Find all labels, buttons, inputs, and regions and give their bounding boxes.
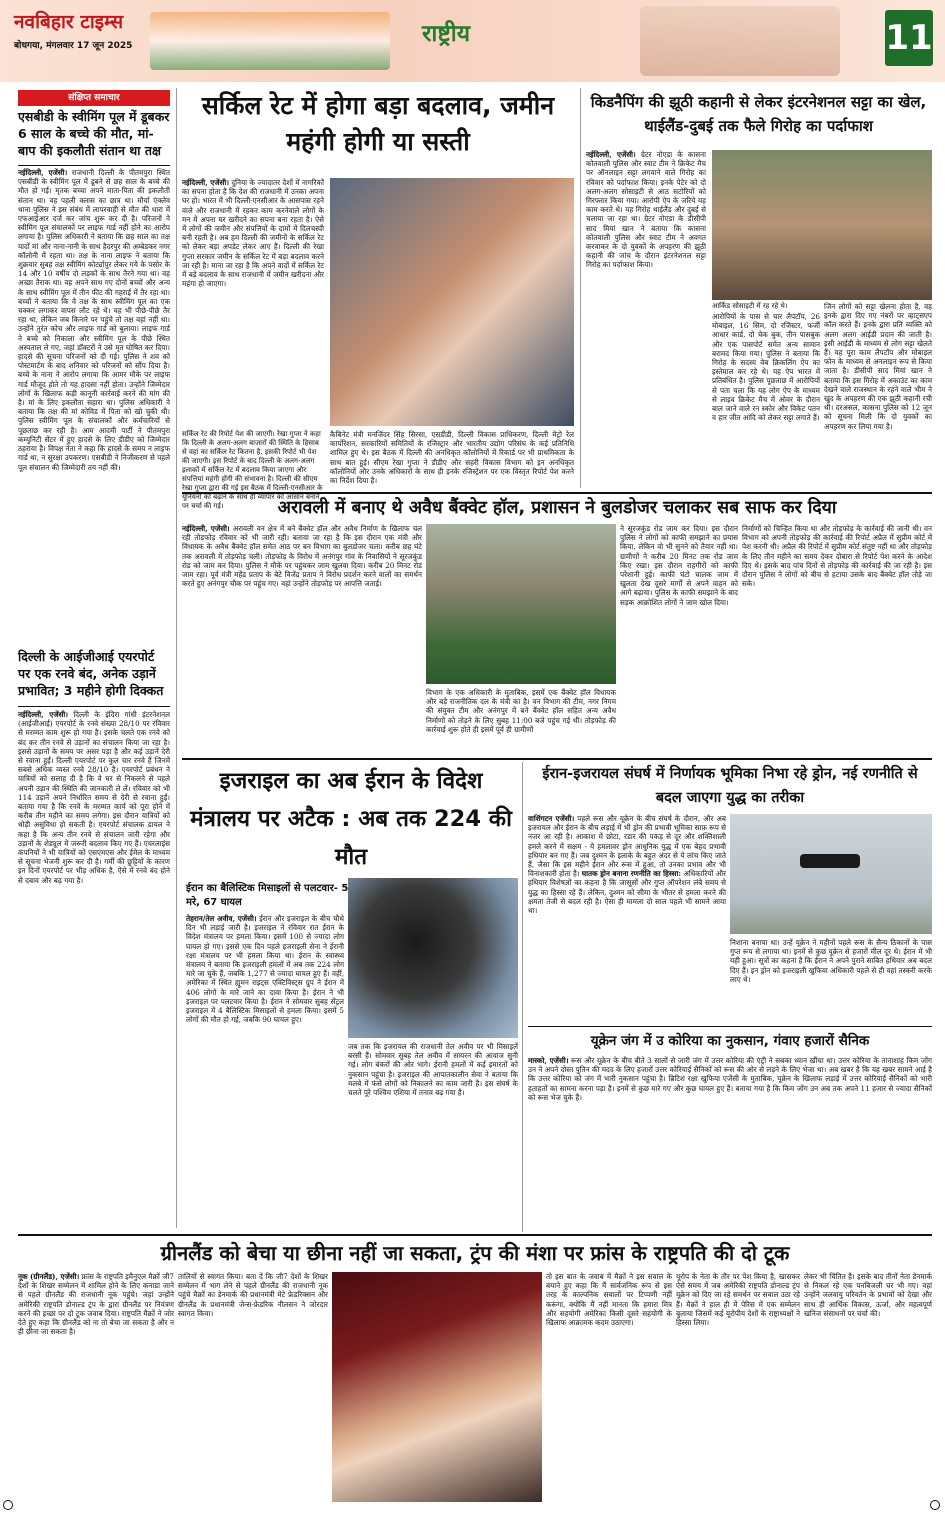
drone-photo (730, 814, 932, 934)
brief-headline: एसबीडी के स्वीमिंग पूल में डूबकर 6 साल के बच्चे की मौत, मां-बाप की इकलौती संतान था तक्ष (18, 109, 170, 158)
column-divider (580, 88, 581, 488)
drone-body-2: अधिकारियों और हथियार विशेषज्ञों का कहना है कि जासूसों और गुप्त ऑपरेशन लंबे समय से युद्ध का हिस्सा रहे हैं। लेकिन, दुश्मन को सीमा के भीतर से हमला करने की क्षमता तेजी से बदल रही है। ऐसा ही मामला दो साल पहले भी सामने आया था। (528, 869, 726, 916)
israel-subhead: ईरान का बैलिस्टिक मिसाइलों से पलटवार- 5 मरे, 67 घायल (186, 883, 349, 908)
page-number: 11 (885, 10, 933, 66)
drone-body: पहले रूस और यूक्रेन के बीच संघर्ष के दौरान, और अब इजरायल और ईरान के बीच लड़ाई में भी ड्रोन की प्रभावी भूमिका साफ़ रूप से नजर आ रही है। आकाश में छोटा, रडार की पकड़ से दूर और शक्तिशाली हमले करने में सक्षम - ये हमलावर ड्रोन आधुनिक युद्ध में एक बेहद प्रभावी हथियार बन गए हैं। जब दुश्मन के इलाके के बहुत अंदर से ये लांच किए जाते हैं, जैसा कि इस महीने ईरान और रूस में हुआ, तो उनका प्रभाव और भी विनाशकारी होता है। (528, 814, 726, 879)
aravalli-headline: अरावली में बनाए थे अवैध बैंक्वेट हॉल, प्रशासन ने बुलडोजर चलाकर सब साफ कर दिया (277, 498, 837, 518)
drone-article (528, 814, 726, 1024)
israel-article (186, 914, 344, 1232)
greenland-body: फ्रांस के राष्ट्रपति इमैनुएल मैक्रों जी7 देशों के शिखर सम्मेलन में शामिल होने के लिए कनाडा जाने से पहले ग्रीनलैंड की राजधानी नूक पहुंचे। जहां उन्होंने अमेरिकी राष्ट्रपति डोनाल्ड ट्रंप के द्वारा ग्रीनलैंड पर नियंत्रण करने की इच्छा पर दो टूक जवाब दिया। राष्ट्रपति मैक्रों ने जोर देते हुए कहा कि ग्रीनलैंड को ना तो बेचा जा सकता है और न ही छीना जा सकता है। (18, 1272, 174, 1337)
masthead (0, 0, 945, 82)
divider (18, 706, 170, 707)
registration-mark-icon (3, 1500, 13, 1510)
circle-rate-dateline: नईदिल्ली, एजेंसी। (182, 178, 229, 187)
issue-date: बोधगया, मंगलवार 17 जून 2025 (14, 41, 133, 51)
drone-dateline: वाशिंगटन एजेंसी। (528, 814, 575, 823)
israel-photo (348, 878, 518, 1038)
brief-dateline-2: नईदिल्ली, एजेंसी। (18, 710, 68, 719)
brief-article-2 (18, 710, 170, 1226)
greenland-photo (332, 1272, 542, 1502)
kidnap-caption: आर्किड सोसाइटी में रह रहे थे। (712, 302, 788, 310)
brief-article (18, 168, 170, 648)
circle-rate-caption: सर्किल रेट की रिपोर्ट पेश की जाएगी। रेखा गुप्ता ने कहा कि दिल्ली के अलग-अलग बाजारों की स्थिति के हिसाब से वहां का सर्किल रेट कितना है, इसकी रिपोर्ट भी पेश की जाएगी। इस रिपोर्ट के बाद दिल्ली के अलग-अलग इलाकों में सर्किल रेट में बदलाव किया जाएगा और संपत्तियां महंगी होंगी की संभावना है। दिल्ली की सीएम रेखा गुप्ता द्वारा की गई इस बैठक में दिल्ली-एनसीआर के यूनियनों को बढ़ाने के साथ ही व्यापार को आसान बनाने पर चर्चा की गई। (182, 430, 323, 510)
drone-subhead: घातक ड्रोन बनाना रणनीति का हिस्सा: (581, 869, 682, 879)
newspaper-brand: नवबिहार टाइम्स (14, 11, 124, 33)
brief-headline-2: दिल्ली के आईजीआई एयरपोर्ट पर एक रनवे बंद, अनेक उड़ानें प्रभावित; 3 महीने होगी दिक्कत (18, 649, 164, 698)
greenland-body-last: लेकर भी चिंतित है। इसके बाद तीनों नेता डेनमार्क से निकल रहे एक पनबिजली घर भी गए। वहां उन्होंने जलवायु परिवर्तन के प्रभावों को देखा और साथ ही आर्थिक विकास, ऊर्जा, और महत्वपूर्ण खनिज संसाधनों पर चर्चा की। (804, 1272, 932, 1318)
drone-body-right: निशाना बनाया था। उन्हें यूक्रेन ने महीनों पहले रूस के सैन्य ठिकानों के पास गुप्त रूप से लगाया था। इनमें से कुछ यूक्रेन से हजारों मील दूर थे। ईरान में भी यही हुआ। सूत्रों का कहना है कि ईरान ने अपने पुराने साबित हथियार अब बदल दिए हैं। इन ड्रोन को इजराइली खुफिया अधिकारी पहले से ही वहां तस्करी करके लाए थे। (730, 938, 932, 984)
greenland-dateline: नूक (ग्रीनलैंड), एजेंसी। (18, 1272, 80, 1281)
kidnap-body: ग्रेटर नोएडा के कासना कोतवाली पुलिस और स्वाट टीम ने क्रिकेट मैच पर ऑनलाइन सट्टा लगवाने वाले गिरोह का रविवार को पर्दाफाश किया। इनके पेटेर को दो अलग-अलग सोसाइटी से आठ सटोरियों को गिरफ्तार किया गया। आरोपी ऐप के जरिये यह काम करते थे। यह गिरोह थाईलैंड और दुबई से चलाया जा रहा था। ग्रेटर नोएडा के डीसीपी साद मियां खान ने बताया कि कासना कोतवाली पुलिस और स्वाट टीम ने अवगत करवाकर के दो युवकों के अपहरण की झूठी कहानी की जांच के दौरान इंटरनेशनल सट्टा गिरोह का पर्दाफाश किया। (586, 150, 706, 270)
circle-rate-headline: सर्किल रेट में होगा बड़ा बदलाव, जमीन महंगी होगी या सस्ती (201, 91, 555, 156)
aravalli-dateline: नईदिल्ली, एजेंसी। (182, 524, 230, 533)
greenland-body-mid: तालियों से स्वागत किया। बता दें कि जी7 देशों के शिखर सम्मेलन में भाग लेने से पहले ग्रीनलैंड की राजधानी नूक पहुंचे मैक्रों का डेनमार्क की प्रधानमंत्री मेटे फ्रेडरिक्सन और ग्रीनलैंड के प्रधानमंत्री जेन्स-फ्रेडरिक नीलसन ने जोरदार स्वागत किया। (178, 1272, 328, 1318)
aravalli-body-far: निर्माणों को चिन्हित किया था और तोड़फोड़ के कार्रवाई की जानी थी। वन विभाग को अपनी तोड़फोड़ की कार्रवाई की रिपोर्ट अप्रैल में सुप्रीम कोर्ट में पेश करनी थी। अप्रैल की रिपोर्ट में सुप्रीम कोर्ट संतुष्ट नहीं था और तोड़फोड़ के लिए तीन महीने का समय देकर दोबारा से रिपोर्ट पेश करने के आदेश दिए थे। इसके बाद पांच दिनों से तोड़फोड़ की कार्रवाई की जा रही है। इस दौरान पुलिस ने लोगों को बीच से हटाया उसके बाद बैंक्वेट हॉल तोड़े जा सके। (742, 524, 932, 589)
circle-rate-article (182, 178, 324, 426)
greenland-article (18, 1272, 174, 1502)
drone-icon (800, 854, 860, 868)
kidnap-body-right: जिन लोगों को सट्टा खेलना होता है, वह इनके द्वारा दिए गए नंबरों पर व्हाट्सएप कॉल करते हैं। इनके द्वारा प्रति व्यक्ति को अलग अलग आईडी प्रदान की जाती है। इसी आईडी के माध्यम से लोग सट्टा खेलते हैं। यह पूरा काम लैपटॉप और मोबाइल फोन के माध्यम से अनलाइन रूप से किया जाता है। डीसीपी साद मियां खान ने बताया कि इस गिरोह में अकाउंट का काम देखने वाले राजस्थान के रहने वाले भीम ने खुद के अपहरण की एक झूठी कहानी रची थी। दरअसल, कासना पुलिस को 12 जून को सूचना मिली कि दो युवकों का अपहरण कर लिया गया है। (824, 302, 932, 431)
monument-illustration (640, 6, 840, 76)
korea-body: रूस और यूक्रेन के बीच बीते 3 सालों से जारी जंग में उत्तर कोरिया की एंट्री ने सबका ध्यान खींचा था। उत्तर कोरिया के तानाशाह किम जोंग उन ने अपने दोस्त पुतिन की मदद के लिए हजारों उत्तर कोरियाई सैनिकों को रूस की ओर से लड़ने के लिए भेजा था। अब खबर है कि यह खबर सामने आई है कि उत्तर कोरिया को जंग में भारी नुकसान पहुंचा है। ब्रिटिश रक्षा खुफिया एजेंसी के मुताबिक, यूक्रेन के खिलाफ लड़ाई में उत्तर कोरियाई सैनिकों को भारी हताहतों का सामना करना पड़ा है। इनमें से कुछ मारे गए और कुछ घायल हुए हैं। बताया गया है कि किम जोंग उन अब तक अपने 11 हजार से ज्यादा सैनिकों को रूस भेज चुके हैं। (528, 1056, 932, 1102)
circle-rate-body: दुनिया के ज्यादातर देशों में नागरिकों का सपना होता है कि देश की राजधानी में उनका अपना घर हो। भारत में भी दिल्ली-एनसीआर के आसपास रहने वाले और राजधानी में रहकर काम करनेवाले लोगों के मन में अपना घर खरीदने का सपना बना रहता है। ऐसे में लोगों की जमीन और संपत्तियों के दामों में दिलचस्पी बनी रहती है। अब हम दिल्ली की जमीनों के सर्किल रेट को लेकर बड़ा अपडेट लेकर आए हैं। दिल्ली की रेखा गुप्ता सरकार जमीन के सर्किल रेट में बड़ा बदलाव करने जा रही है। माना जा रहा है कि अपने वादों में सर्किल रेट में बड़े बदलाव के साथ राजधानी में जमीन खरीदना और महंगा हो जाएगा। (182, 178, 324, 289)
section-title: राष्ट्रीय (422, 21, 471, 47)
korea-dateline: मास्को, एजेंसी। (528, 1056, 569, 1065)
column-divider (522, 762, 523, 1232)
israel-body-right: जब तक कि इजरायल की राजधानी तेल अवीव पर भी मिसाइलें बरसी हैं। सोमवार सुबह तेल अवीव में सायरन की आवाज सुनी गई। लोग बंकरों की ओर भागे। ईरानी हमलों में कई इमारतों को नुकसान पहुंचा है। इजराइल की आपातकालीन सेवा ने बताया कि मलबे में फंसे लोगों को निकालने का काम जारी है। इस संघर्ष के चलते पूरे पश्चिम एशिया में तनाव बढ़ गया है। (348, 1042, 518, 1098)
kidnap-body-mid: आरोपियों के पास से चार लैपटॉप, 26 मोबाइल, 16 सिम, दो रजिस्टर, फर्जी आधार कार्ड, दो चेक बुक, तीन पासबुक और एक पासपोर्ट समेत अन्य सामान बरामद किया गया। पुलिस ने बताया कि गिरोह के सदस्य वेब क्रिकलिंग ऐप का इस्तेमाल कर रहे थे। यह ऐप भारत में प्रतिबंधित है। पुलिस पूछताछ में आरोपियों से पता चला कि यह लोग ऐप के माध्यम से लाइव क्रिकेट मैच में ओवर के दौरान बाल जाने वाले रन स्कोर और विकेट पतन व हार जीत आदि को लेकर सट्टा लगाते हैं। (712, 312, 820, 423)
divider (18, 165, 170, 166)
kidnap-dateline: नईदिल्ली, एजेंसी। (586, 150, 636, 159)
aravalli-body-mid: विभाग के एक अधिकारी के मुताबिक, इसमें एक बैंक्वेट हॉल विधायक और बड़े राजनीतिक दल के मंत्री का है। वन विभाग की टीम, नगर निगम की संयुक्त टीम और अनंगपुर में बने बैंक्वेट हॉल सहित अन्य अवैध निर्माणों को तोड़ने के लिए सुबह 11:00 बजे पहुंच गई थी। तोड़फोड़ की कार्रवाई शुरू होते ही इसमें पूर्व ही ग्रामीणों (426, 688, 616, 734)
israel-body: ईरान और इजराइल के बीच चौथे दिन भी लड़ाई जारी है। इजराइल ने रविवार रात ईरान के विदेश मंत्रालय पर हमला किया। इसमें 100 से ज्यादा लोग घायल हो गए। इससे एक दिन पहले इजराइली सेना ने ईरानी रक्षा मंत्रालय पर भी हमला किया था। ईरान के स्वास्थ्य मंत्रालय ने बताया कि इजराइली हमलों में अब तक 224 लोग मारे जा चुके हैं, जबकि 1,277 से ज्यादा घायल हुए हैं। वहीं, अमेरिका में स्थित ह्यूमन राइट्स एक्टिविस्ट्स ग्रुप ने ईरान में 406 लोगों के मारे जाने का दावा किया है। ईरान ने भी इजराइल पर पलटवार किया है। ईरान ने सोमवार सुबह सेंट्रल इजराइल में 4 बैलिस्टिक मिसाइलों से हमला किया। इसमें 5 लोगों की मौत हो गई, जबकि 90 घायल हुए। (186, 914, 344, 1025)
brief-body-2: दिल्ली के इंदिरा गांधी इंटरनेशनल (आईजीआई) एयरपोर्ट के रनवे संख्या 28/10 पर रविवार से मरम्मत काम शुरू हो गया है। इसके चलते एक रनवे को बंद कर तीन रनवे से उड़ानों का संचालन किया जा रहा है। इससे उड़ानों के समय पर असर पड़ा है और कई उड़ानें देरी से रवाना हुईं। दिल्ली एयरपोर्ट पर कुल चार रनवे हैं जिनमें सबसे अधिक व्यस्त रनवे 28/10 है। एयरपोर्ट प्रबंधन ने यात्रियों को सलाह दी है कि वे घर से निकलने से पहले अपनी उड़ान की स्थिति की जानकारी ले लें। रविवार को भी 114 उड़ानें अपने निर्धारित समय से देरी से रवाना हुईं। बताया गया है कि रनवे के मरम्मत कार्य को पूरा होने में करीब तीन महीने का समय लगेगा। इस दौरान यात्रियों को थोड़ी असुविधा हो सकती है। एयरपोर्ट संचालक डायल ने कहा है कि अन्य तीन रनवे से संचालन जारी रहेगा और उड़ानों के शेड्यूल में जरूरी बदलाव किए गए हैं। एयरलाइंस कंपनियों ने भी यात्रियों को एसएमएस और ईमेल के माध्यम से सूचना भेजनी शुरू कर दी है। गर्मी की छुट्टियों के कारण इन दिनों एयरपोर्ट पर भीड़ अधिक है, ऐसे में रनवे बंद होने से दबाव और बढ़ गया है। (18, 710, 170, 885)
divider (182, 492, 932, 494)
kidnap-headline: किडनैपिंग की झूठी कहानी से लेकर इंटरनेशनल सट्टा का खेल, थाईलैंड-दुबई तक फैले गिरोह का पर्दाफाश (590, 93, 927, 135)
greenland-body-right: तो इस बात के जवाब में मैक्रों ने इस सवाल के बयाने हुए कहा कि मैं सार्वजनिक रूप से इस तरह के काल्पनिक सवालों पर टिप्पणी नहीं करूंगा, क्योंकि मैं नहीं मानता कि हमारा मित्र और सहयोगी अमेरिका किसी दूसरे सहयोगी के खिलाफ आक्रामक कदम उठाएगा। (546, 1272, 672, 1328)
drone-headline: ईरान-इजरायल संघर्ष में निर्णायक भूमिका निभा रहे ड्रोन, नई रणनीति से बदल जाएगा युद्ध का तरीका (542, 766, 918, 806)
circle-rate-body-right: कैबिनेट मंत्री मनजिंदर सिंह सिरसा, एसडीडी, दिल्ली विकास प्राधिकरण, दिल्ली मेट्रो रेल कार्पोरेशन, सरकारियों समितियों के रजिस्ट्रार और भारतीय उद्योग परिसंघ के कई प्रतिनिधि शामिल हुए थे। इस बैठक में दिल्ली की अनधिकृत कॉलोनियों में रिकार्ड पर भी प्राथमिकता के साथ बात हुई। सीएम रेखा गुप्ता ने डीडीए और सहरी विकास विभाग को इन अनधिकृत कॉलोनियों और उनके अधिकारों के साथ ही इनके रजिस्ट्रेशन पर एक विस्तृत रिपोर्ट पेश करने का निर्देश दिया है। (330, 430, 574, 486)
brief-body: राजधानी दिल्ली के पीतमपुरा स्थित एसबीडी के स्वीमिंग पूल में डूबने से छह साल के बच्चे की मौत हो गई। मृतक बच्चा अपने माता-पिता की इकलौती संतान था। वह पहली क्लास का छात्र था। मौर्या एंक्लेव थाना पुलिस ने इस संबंध में लापरवाही से मौत की धारा में एफआईआर दर्ज कर जांच शुरू कर दी है। परिजनों ने स्वीमिंग पूल संचालकों पर लाइफ गार्ड नहीं होने का आरोप लगाया है। पुलिस अधिकारी ने बताया कि छह साल का तक्ष यादों मां और नाना-नानी के साथ हैदरपुर की अम्बेडकर नगर कॉलोनी में रहता था। तक्ष के नाना लाइफ ने बताया कि शुक्रवार सुबह तक्ष स्वीमिंग कोर्ट्यापुर लेकर गये के पसोर के 14 और 10 वर्षीय दो लड़कों के साथ तैरने गया था। वह अच्छा तैराक था। वह अपने साथ गए दोनों बच्चों और अन्य के साथ स्वीमिंग पूल में तीन फीट की गहराई में तैर रहा था। बच्चों ने बताया कि वे तक्ष के साथ स्वीमिंग पूल का एक चक्कर लगाकर वापस लौट रहे थे। वह भी पीछे-पीछे तैर रहा था, लेकिन जब किनारे पर पहुंचे तो तक्ष वहां नहीं था। उन्होंने तुरंत कोच और लाइफ गार्ड को बुलाया। लाइफ गार्ड ने बच्चे को निकाला और स्वीमिंग पूल के पीछे स्थित अस्पताल ले गए, जहां डॉक्टरों ने उसे मृत घोषित कर दिया। हादसे की सूचना परिजनों को दी गई। पुलिस ने शव को पोस्टमार्टम के बाद शनिवार को परिजनों को सौंप दिया है। बच्चे के नाना ने आरोप लगाया कि आमर मौके पर लाइफ गार्ड मौजूद होते तो यह हादसा नहीं होता। उन्होंने जिम्मेदार लोगों के खिलाफ कड़ी कानूनी कार्रवाई करने की मांग की है। मां के लिए इकलौता सहारा था। पुलिस अधिकारी ने बताया कि तक्ष की मां कोविड में पिता को खो चुकी थी। पुलिस स्वीमिंग पूल के संचालकों और कर्मचारियों से पूछताछ कर रही है। आम आदमी पार्टी ने पीतमपुरा कम्युनिटी सेंटर में हुए हादसे के लिए डीडीए को जिम्मेदार ठहराया है। विपक्ष नेता ने कहा कि हादसे के समय न लाइफ गार्ड था, न सुरक्षा उपकरण। एसबीडी ने निजीकरण से पहले पूल संचालन की जिम्मेदारी तय नहीं की। (18, 168, 170, 472)
korea-headline: यूक्रेन जंग में उ कोरिया का नुकसान, गंवाए हजारों सैनिक (590, 1033, 870, 1049)
column-divider (176, 88, 177, 1228)
divider (18, 1234, 932, 1236)
kidnap-article (586, 150, 706, 490)
aravalli-body-right: ने सूरजकुंड रोड जाम कर दिया। इस दौरान पुलिस ने लोगों को काफी समझाने का प्रयास किया, लेकिन वो भी सुनने को तैयार नहीं था। ग्रामीणों ने करीब 20 मिनट तक रोड जाम किए रखा। इस दौरान राहगीरों को काफी परेशानी हुई। काफी घंटो चालक जाम में खुलता देख दूसरे मार्गों से अपने वाहन को आगे बढ़ाया। पुलिस के काफी समझाने के बाद सड़क आक्रोशित लोगों ने जाम खोल दिया। (620, 524, 738, 607)
kidnap-photo (712, 150, 932, 300)
divider (528, 1026, 932, 1027)
korea-article (528, 1056, 932, 1232)
map-illustration (150, 12, 390, 70)
divider (182, 758, 932, 760)
israel-dateline: तेहरान/तेल अवीव, एजेंसी। (186, 914, 257, 923)
aravalli-body: अरावली वन क्षेत्र में बने बैंक्वेट हॉल और अवैध निर्माण के खिलाफ चल रही तोड़फोड़ रविवार को भी जारी रही। बताया जा रहा है कि इस दौरान एक मंत्री और विधायक के अवैध बैंक्वेट हॉल समेत आठ पर बन विभाग का बुलडोजर चला। करीब छह घंटे तक अरावली में तोड़फोड़ चली। तोड़फोड़ के विरोध में अनंगपुर गांव के निवासियों ने सूरजकुंड रोड को जाम कर दिया। पुलिस ने मौके पर पहुंचकर जाम खुलवा दिया। करीब 20 मिनट रोड जाम रहा। पूर्व मंत्री महेंद्र प्रताप के बेटे विजेंद्र प्रताप ने विरोध प्रदर्शन करने वालों का समर्थन करते हुए अनंगपुर चौक पर पहुंच गए। वहां उन्होंने तोड़फोड़ पर आपत्ति जताई। (182, 524, 423, 589)
circle-rate-photo (330, 178, 574, 426)
brief-label: संक्षिप्त समाचार (18, 90, 170, 106)
registration-mark-icon (930, 1500, 940, 1510)
greenland-headline: ग्रीनलैंड को बेचा या छीना नहीं जा सकता, ट्रंप की मंशा पर फ्रांस के राष्ट्रपति की दो टूक (160, 1241, 790, 1265)
aravalli-article (182, 524, 422, 754)
greenland-body-far: यूरोप के नेता के तौर पर पेश किया है, खासकर ऐसे समय में जब अमेरिकी राष्ट्रपति डोनाल्ड ट्रंप यूक्रेन को दिए जा रहे समर्थन पर सवाल उठा रहे हैं। मैक्रों ने हाल ही में पेरिस में एक सम्मेलन बुलाया जिसमें कई यूरोपीय देशों के राष्ट्राध्यक्षों ने हिस्सा लिया। (676, 1272, 800, 1328)
israel-headline: इजराइल का अब ईरान के विदेश मंत्रालय पर अटैक : अब तक 224 की मौत (190, 768, 512, 870)
aravalli-photo (426, 524, 616, 684)
brief-dateline: नईदिल्ली, एजेंसी। (18, 168, 68, 177)
